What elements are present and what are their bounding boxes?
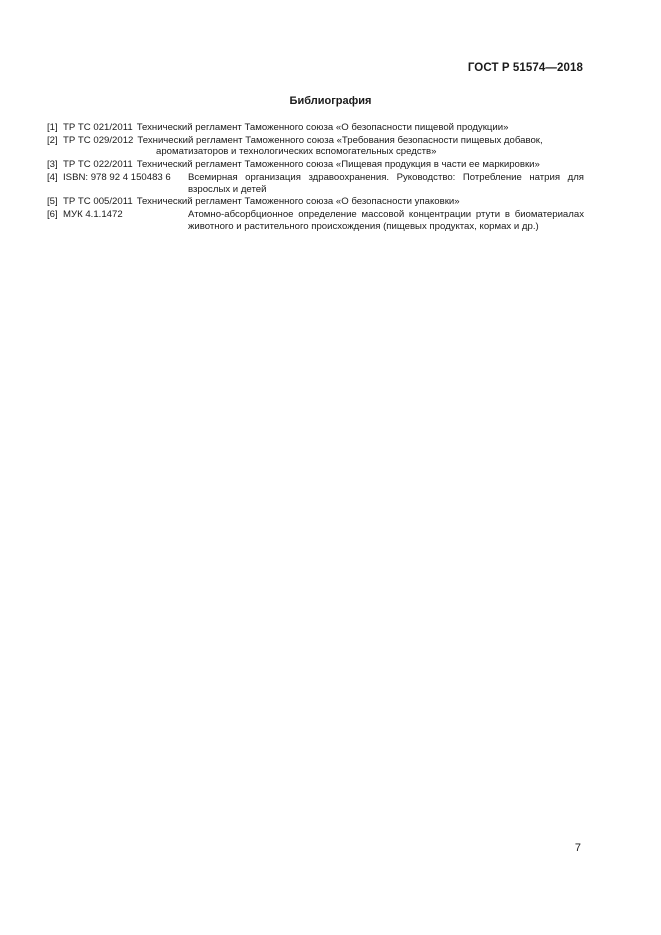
entry-number: [3] xyxy=(47,159,58,171)
bibliography-entry xyxy=(47,209,584,232)
entry-number: [6] xyxy=(47,209,58,221)
entry-text: Атомно-абсорбционное определение массовой концентрации ртути в биоматериалах животного и растительного происхождения (пищевых продуктах, кормах и др.) xyxy=(188,209,584,232)
bibliography-entry xyxy=(47,196,584,207)
entry-text: Технический регламент Таможенного союза «Пищевая продукция в части ее маркировки» xyxy=(136,159,540,171)
entry-body xyxy=(61,196,584,207)
entry-reference: ТР ТС 022/2011 xyxy=(63,159,133,171)
entry-number: [4] xyxy=(47,172,58,184)
bibliography-entry xyxy=(47,135,584,158)
entry-text: Технический регламент Таможенного союза «Требования безопасности пищевых добавок, xyxy=(137,134,543,146)
entry-reference: ТР ТС 005/2011 xyxy=(63,196,133,208)
section-title: Библиография xyxy=(289,95,372,107)
entry-reference: ISBN: 978 92 4 150483 6 xyxy=(63,172,171,184)
bibliography-entry xyxy=(47,172,584,195)
entry-number: [2] xyxy=(47,134,58,146)
entry-body xyxy=(61,122,584,133)
bibliography-entry xyxy=(47,122,584,133)
document-code: ГОСТ Р 51574—2018 xyxy=(467,62,583,74)
page-number: 7 xyxy=(574,842,581,854)
entry-reference: ТР ТС 021/2011 xyxy=(63,122,133,133)
entry-text: Технический регламент Таможенного союза «О безопасности упаковки» xyxy=(136,196,460,208)
entry-text: Технический регламент Таможенного союза «О безопасности пищевой продукции» xyxy=(136,122,509,133)
entry-number: [5] xyxy=(47,196,58,208)
entry-body xyxy=(61,159,584,170)
entry-reference: ТР ТС 029/2012 xyxy=(63,134,134,146)
entry-text: Всемирная организация здравоохранения. Руководство: Потребление натрия для взрослых и детей xyxy=(188,172,584,195)
entry-body xyxy=(61,135,584,158)
bibliography-list xyxy=(47,122,584,234)
entry-text-continuation: ароматизаторов и технологических вспомогательных средств» xyxy=(156,146,437,158)
entry-reference: МУК 4.1.1472 xyxy=(63,209,123,221)
bibliography-entry xyxy=(47,159,584,170)
entry-number: [1] xyxy=(47,122,58,133)
